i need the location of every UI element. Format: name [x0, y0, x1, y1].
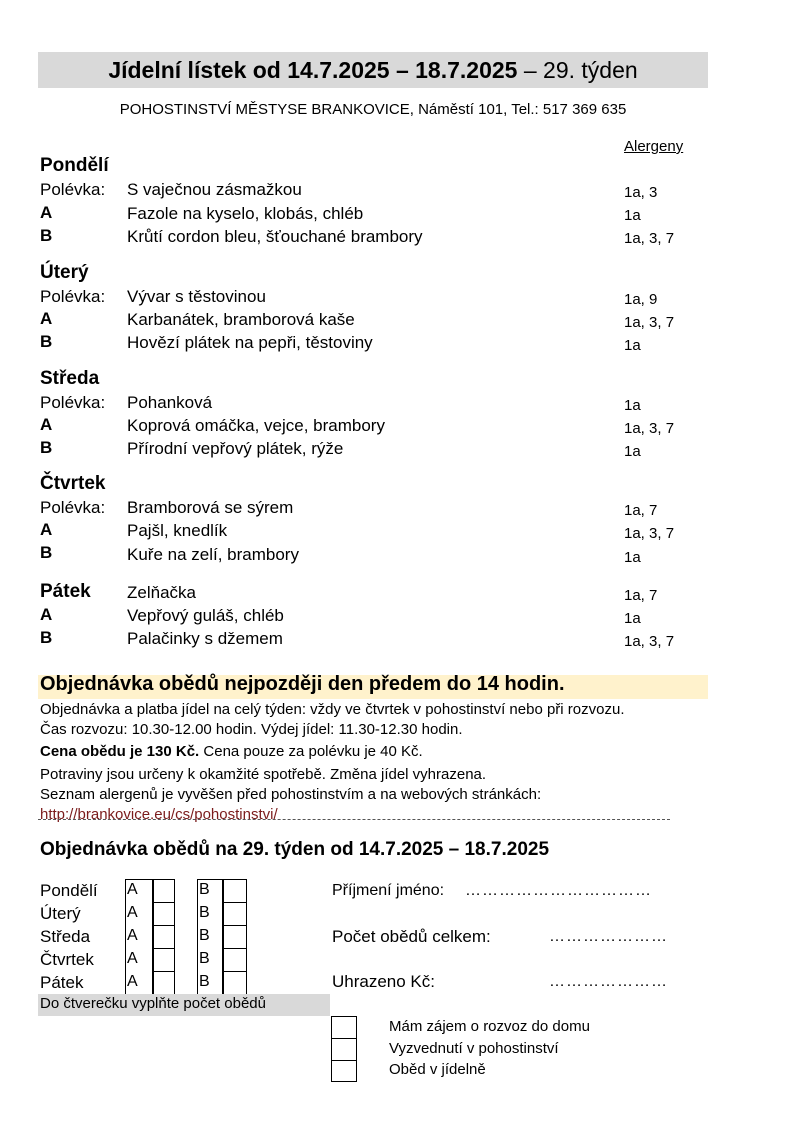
- row-label-soup: Polévka:: [40, 498, 106, 517]
- paid-amount-label: Uhrazeno Kč:: [332, 972, 435, 991]
- allergen-codes: 1a: [624, 397, 641, 414]
- count-box-a-monday[interactable]: [153, 879, 175, 903]
- box-letter-a: A: [127, 904, 138, 921]
- allergen-codes: 1a, 3, 7: [624, 230, 675, 247]
- row-label-a: A: [40, 520, 53, 539]
- meal-item: S vaječnou zásmažkou: [127, 180, 302, 199]
- page-title-main: Jídelní lístek od 14.7.2025 – 18.7.2025: [108, 57, 518, 83]
- checkbox-home-delivery[interactable]: [331, 1016, 357, 1039]
- info-price: [40, 743, 423, 760]
- restaurant-address: POHOSTINSTVÍ MĚSTYSE BRANKOVICE, Náměstí 101, Tel.: 517 369 635: [119, 101, 627, 118]
- box-letter-b: B: [199, 927, 210, 944]
- info-times: Čas rozvozu: 10.30-12.00 hodin. Výdej jídel: 11.30-12.30 hodin.: [40, 721, 463, 738]
- option-dine-in: Oběd v jídelně: [389, 1061, 486, 1078]
- allergen-codes: 1a: [624, 549, 641, 566]
- box-letter-b: B: [199, 904, 210, 921]
- row-label-a: A: [40, 203, 53, 222]
- count-box-a-thursday[interactable]: [153, 948, 175, 972]
- box-letter-a: A: [127, 927, 138, 944]
- count-box-a-wednesday[interactable]: [153, 925, 175, 949]
- option-home-delivery: Mám zájem o rozvoz do domu: [389, 1018, 590, 1035]
- row-label-soup: Polévka:: [40, 287, 106, 306]
- row-label-b: B: [40, 628, 53, 647]
- fill-note: Do čtverečku vyplňte počet obědů: [40, 995, 266, 1012]
- row-label-a: A: [40, 415, 53, 434]
- row-label-b: B: [40, 438, 53, 457]
- meal-count-field[interactable]: …………………: [549, 928, 668, 945]
- form-day-label: Středa: [40, 927, 91, 946]
- allergens-heading: Alergeny: [624, 138, 684, 155]
- page-title-week: – 29. týden: [517, 57, 638, 83]
- form-day-label: Pondělí: [40, 881, 98, 900]
- meal-item: Přírodní vepřový plátek, rýže: [127, 439, 344, 458]
- meal-item: Karbanátek, bramborová kaše: [127, 310, 355, 329]
- count-box-b-wednesday[interactable]: [223, 925, 247, 949]
- form-day-label: Pátek: [40, 973, 84, 992]
- allergen-codes: 1a: [624, 610, 641, 627]
- meal-item: Vepřový guláš, chléb: [127, 606, 284, 625]
- day-heading-monday: Pondělí: [40, 155, 109, 176]
- row-label-b: B: [40, 226, 53, 245]
- allergen-codes: 1a, 3, 7: [624, 633, 675, 650]
- row-label-soup: Polévka:: [40, 393, 106, 412]
- info-payment: Objednávka a platba jídel na celý týden: vždy ve čtvrtek v pohostinství nebo při rozvozu.: [40, 701, 625, 718]
- meal-item: Koprová omáčka, vejce, brambory: [127, 416, 385, 435]
- price-main: Cena obědu je 130 Kč.: [40, 743, 200, 760]
- checkbox-pickup[interactable]: [331, 1038, 357, 1061]
- allergen-codes: 1a: [624, 207, 641, 224]
- box-letter-b: B: [199, 881, 210, 898]
- box-letter-a: A: [127, 881, 138, 898]
- meal-item: Pohanková: [127, 393, 213, 412]
- count-box-b-monday[interactable]: [223, 879, 247, 903]
- option-pickup: Vyzvednutí v pohostinství: [389, 1040, 559, 1057]
- meal-item: Zelňačka: [127, 583, 196, 602]
- allergen-codes: 1a, 7: [624, 587, 658, 604]
- meal-item: Palačinky s džemem: [127, 629, 283, 648]
- meal-item: Hovězí plátek na pepři, těstoviny: [127, 333, 373, 352]
- checkbox-dine-in[interactable]: [331, 1060, 357, 1082]
- allergen-codes: 1a, 3, 7: [624, 525, 675, 542]
- allergen-codes: 1a, 3: [624, 184, 658, 201]
- day-heading-friday: Pátek: [40, 581, 91, 602]
- form-day-label: Úterý: [40, 904, 81, 923]
- allergen-codes: 1a: [624, 337, 641, 354]
- day-heading-tuesday: Úterý: [40, 262, 89, 283]
- count-box-a-tuesday[interactable]: [153, 902, 175, 926]
- count-box-a-friday[interactable]: [153, 971, 175, 995]
- row-label-a: A: [40, 309, 53, 328]
- allergen-codes: 1a, 3, 7: [624, 314, 675, 331]
- price-soup: Cena pouze za polévku je 40 Kč.: [199, 743, 423, 760]
- form-day-label: Čtvrtek: [40, 950, 94, 969]
- meal-count-label: Počet obědů celkem:: [332, 927, 491, 946]
- count-box-b-friday[interactable]: [223, 971, 247, 995]
- surname-label: Příjmení jméno:: [332, 882, 445, 899]
- meal-item: Pajšl, knedlík: [127, 521, 228, 540]
- info-allergens: Seznam alergenů je vyvěšen před pohostinstvím a na webových stránkách:: [40, 786, 542, 803]
- cut-line-divider: [38, 819, 670, 820]
- allergen-codes: 1a, 9: [624, 291, 658, 308]
- meal-item: Kuře na zelí, brambory: [127, 545, 299, 564]
- paid-amount-field[interactable]: …………………: [549, 973, 668, 990]
- day-heading-thursday: Čtvrtek: [40, 473, 106, 494]
- box-letter-b: B: [199, 950, 210, 967]
- order-deadline-notice: Objednávka obědů nejpozději den předem do 14 hodin.: [40, 673, 565, 695]
- info-consumption: Potraviny jsou určeny k okamžité spotřebě. Změna jídel vyhrazena.: [40, 766, 487, 783]
- meal-item: Krůtí cordon bleu, šťouchané brambory: [127, 227, 423, 246]
- box-letter-a: A: [127, 950, 138, 967]
- allergen-codes: 1a: [624, 443, 641, 460]
- count-box-b-thursday[interactable]: [223, 948, 247, 972]
- day-heading-wednesday: Středa: [40, 368, 100, 389]
- page-title: [0, 57, 746, 84]
- meal-item: Vývar s těstovinou: [127, 287, 266, 306]
- meal-item: Fazole na kyselo, klobás, chléb: [127, 204, 364, 223]
- count-box-b-tuesday[interactable]: [223, 902, 247, 926]
- order-form-title: Objednávka obědů na 29. týden od 14.7.2025 – 18.7.2025: [40, 839, 550, 860]
- allergen-codes: 1a, 3, 7: [624, 420, 675, 437]
- row-label-b: B: [40, 543, 53, 562]
- row-label-a: A: [40, 605, 53, 624]
- box-letter-b: B: [199, 973, 210, 990]
- row-label-soup: Polévka:: [40, 180, 106, 199]
- meal-item: Bramborová se sýrem: [127, 498, 294, 517]
- box-letter-a: A: [127, 973, 138, 990]
- allergen-codes: 1a, 7: [624, 502, 658, 519]
- website-link[interactable]: http://brankovice.eu/cs/pohostinstvi/: [40, 806, 278, 823]
- surname-field[interactable]: ……………………………: [465, 882, 652, 899]
- row-label-b: B: [40, 332, 53, 351]
